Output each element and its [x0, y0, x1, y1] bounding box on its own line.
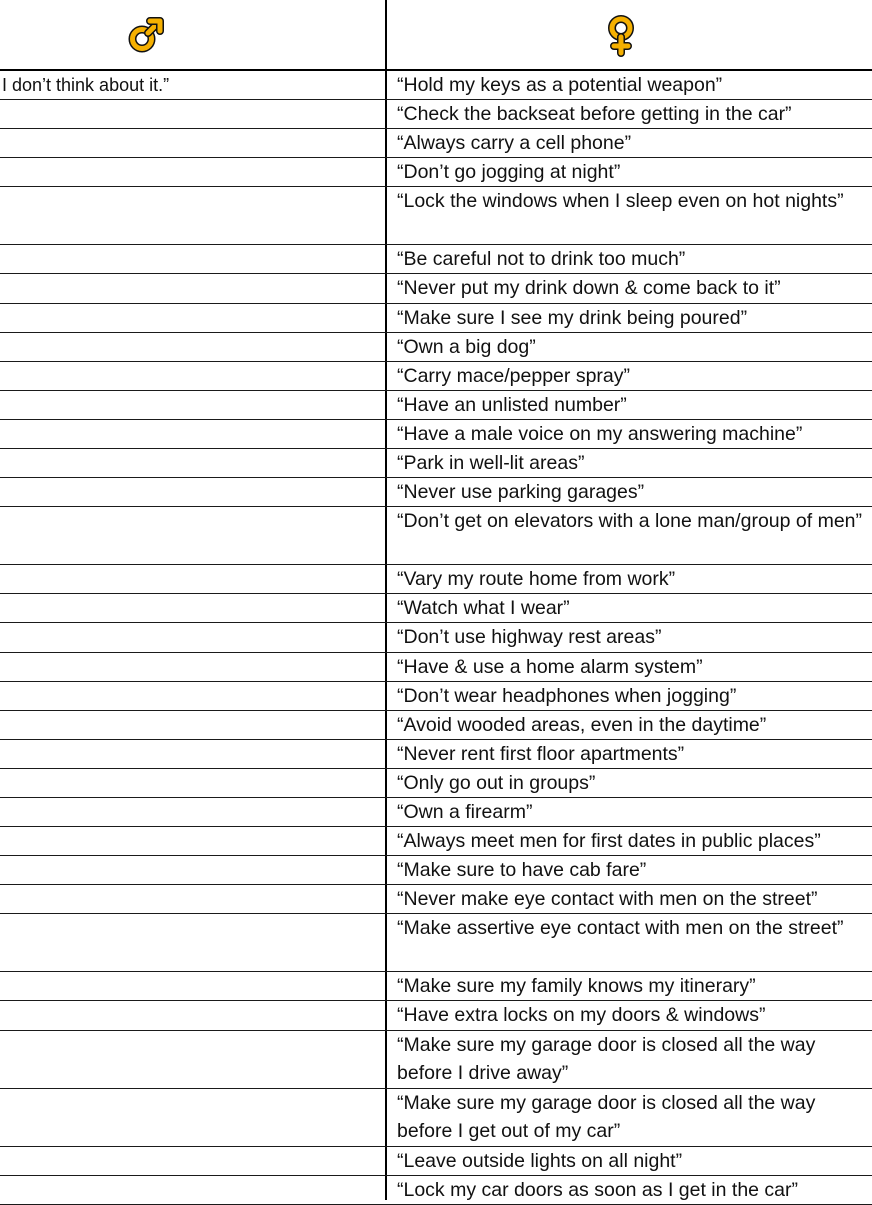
female-response-text: “Lock the windows when I sleep even on hot nights”	[397, 190, 844, 213]
table-row	[0, 856, 872, 885]
female-response-text: “Make sure to have cab fare”	[397, 859, 647, 882]
table-row	[0, 391, 872, 420]
table-row	[0, 158, 872, 187]
female-response-text: “Make sure my garage door is closed all the way before I drive away”	[397, 1033, 816, 1084]
female-response-text: “Make assertive eye contact with men on the street”	[397, 917, 844, 940]
table-row	[0, 274, 872, 303]
table-row	[0, 885, 872, 914]
table-row	[0, 71, 872, 100]
female-response-text: “Always meet men for first dates in public places”	[397, 830, 821, 853]
female-response-text: “Have extra locks on my doors & windows”	[397, 1004, 766, 1027]
table-row	[0, 827, 872, 856]
table-row	[0, 1001, 872, 1030]
table-row	[0, 1147, 872, 1176]
table-row	[0, 594, 872, 623]
female-response-text: “Have an unlisted number”	[397, 393, 627, 416]
female-response-text: “Have & use a home alarm system”	[397, 655, 703, 678]
table-row	[0, 449, 872, 478]
table-row	[0, 682, 872, 711]
female-response-text: “Avoid wooded areas, even in the daytime”	[397, 713, 767, 736]
female-response-text: “Never rent first floor apartments”	[397, 742, 685, 765]
female-response-text: “Have a male voice on my answering machine”	[397, 422, 803, 445]
table-row	[0, 100, 872, 129]
male-column-header	[0, 0, 385, 70]
female-response-text: “Don’t wear headphones when jogging”	[397, 684, 737, 707]
table-row	[0, 711, 872, 740]
table-row	[0, 769, 872, 798]
table-row	[0, 1089, 872, 1147]
table-row	[0, 478, 872, 507]
table-row	[0, 333, 872, 362]
table-row	[0, 565, 872, 594]
female-response-text: “Make sure my family knows my itinerary”	[397, 975, 756, 998]
female-response-text: “Vary my route home from work”	[397, 568, 676, 591]
female-response-text: “Own a firearm”	[397, 800, 533, 823]
female-response-text: “Never make eye contact with men on the street”	[397, 888, 818, 911]
female-symbol-icon	[601, 14, 641, 58]
female-response-text: “Never put my drink down & come back to it”	[397, 277, 781, 300]
table-row	[0, 187, 872, 245]
table-row	[0, 245, 872, 274]
female-response-text: “Own a big dog”	[397, 335, 536, 358]
female-column-header	[387, 0, 872, 70]
table-row	[0, 798, 872, 827]
table-row	[0, 914, 872, 972]
table-row	[0, 623, 872, 652]
table-row	[0, 304, 872, 333]
male-response-text: I don’t think about it.”	[2, 75, 170, 95]
female-response-text: “Lock my car doors as soon as I get in the car”	[397, 1178, 799, 1201]
female-response-text: “Don’t get on elevators with a lone man/group of men”	[397, 510, 863, 533]
table-row	[0, 1176, 872, 1205]
female-response-text: “Don’t use highway rest areas”	[397, 626, 662, 649]
female-response-text: “Leave outside lights on all night”	[397, 1149, 683, 1172]
female-response-text: “Don’t go jogging at night”	[397, 161, 621, 184]
female-response-text: “Make sure I see my drink being poured”	[397, 306, 748, 329]
female-response-text: “Make sure my garage door is closed all the way before I get out of my car”	[397, 1091, 816, 1142]
table-row	[0, 972, 872, 1001]
male-symbol-icon	[127, 14, 167, 54]
female-response-text: “Only go out in groups”	[397, 771, 596, 794]
female-response-text: “Watch what I wear”	[397, 597, 570, 620]
table-row	[0, 740, 872, 769]
table-row	[0, 1031, 872, 1089]
table-row	[0, 420, 872, 449]
female-response-text: “Hold my keys as a potential weapon”	[397, 74, 723, 96]
female-response-text: “Check the backseat before getting in the car”	[397, 103, 792, 126]
table-body	[0, 71, 872, 1205]
table-row	[0, 362, 872, 391]
female-response-text: “Be careful not to drink too much”	[397, 248, 686, 271]
table-row	[0, 129, 872, 158]
female-response-text: “Never use parking garages”	[397, 481, 645, 504]
female-response-text: “Always carry a cell phone”	[397, 132, 632, 155]
table-row	[0, 653, 872, 682]
female-response-text: “Carry mace/pepper spray”	[397, 364, 630, 387]
female-response-text: “Park in well-lit areas”	[397, 452, 585, 475]
table-row	[0, 507, 872, 565]
